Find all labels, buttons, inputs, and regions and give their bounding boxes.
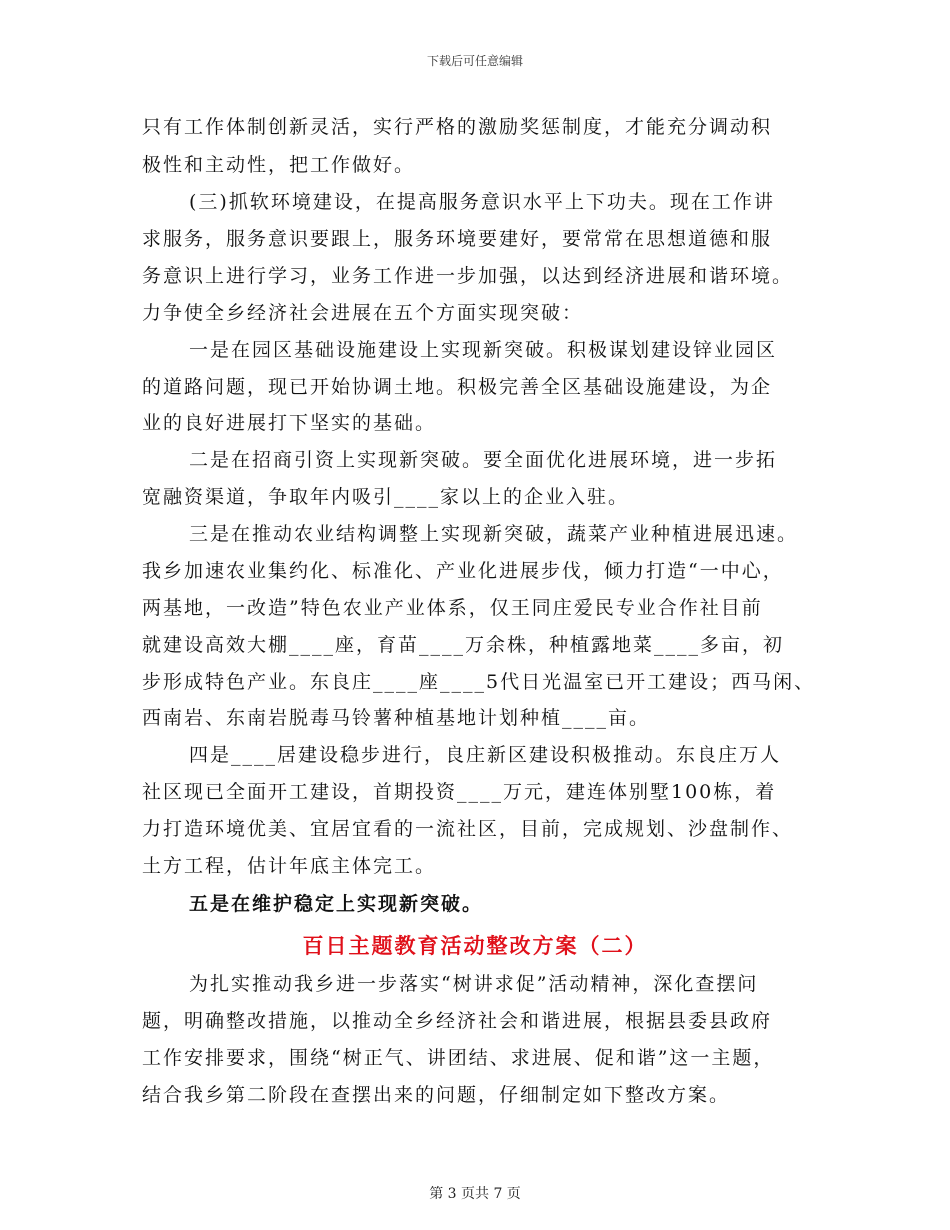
body-line: 只有工作体制创新灵活，实行严格的激励奖惩制度，才能充分调动积 [142,116,773,138]
body-line: 业的良好进展打下坚实的基础。 [142,412,437,434]
body-line: 极性和主动性，把工作做好。 [142,154,416,176]
body-line: 社区现已全面开工建设，首期投资____万元，建连体别墅100栋，着 [142,781,777,803]
body-line: (三)抓软环境建设，在提高服务意识水平上下功夫。现在工作讲 [189,191,775,213]
body-line: 就建设高效大棚____座，育苗____万余株，种植露地菜____多亩，初 [142,634,785,656]
body-line: 题，明确整改措施，以推动全乡经济社会和谐进展，根据县委县政府 [142,1010,773,1032]
body-line: 求服务，服务意识要跟上，服务环境要建好，要常常在思想道德和服 [142,228,773,250]
body-line: 宽融资渠道，争取年内吸引____家以上的企业入驻。 [142,486,630,508]
body-line: 四是____居建设稳步进行，良庄新区建设积极推动。东良庄万人 [189,744,782,766]
body-line: 的道路问题，现已开始协调土地。积极完善全区基础设施建设，为企 [142,376,773,398]
body-line: 工作安排要求，围绕“树正气、讲团结、求进展、促和谐”这一主题， [142,1047,775,1069]
body-line: 一是在园区基础设施建设上实现新突破。积极谋划建设锌业园区 [189,339,778,361]
body-line: 西南岩、东南岩脱毒马铃薯种植基地计划种植____亩。 [142,707,651,729]
body-line: 土方工程，估计年底主体完工。 [142,855,437,877]
body-line: 力争使全乡经济社会进展在五个方面实现突破： [142,302,584,324]
body-line: 我乡加速农业集约化、标准化、产业化进展步伐，倾力打造“一中心， [142,560,784,582]
section-title: 百日主题教育活动整改方案（二） [302,933,648,958]
body-line: 二是在招商引资上实现新突破。要全面优化进展环境，进一步拓 [189,449,778,471]
page-footer: 第 3 页共 7 页 [429,1186,521,1202]
body-line: 力打造环境优美、宜居宜看的一流社区，目前，完成规划、沙盘制作、 [142,818,794,840]
page-header: 下载后可任意编辑 [426,54,523,68]
body-line: 为扎实推动我乡进一步落实“树讲求促”活动精神，深化查摆问 [189,973,759,995]
body-line: 两基地，一改造”特色农业产业体系，仅王同庄爱民专业合作社目前 [142,597,763,619]
body-line: 三是在推动农业结构调整上实现新突破，蔬菜产业种植进展迅速。 [189,523,799,545]
body-line: 务意识上进行学习，业务工作进一步加强，以达到经济进展和谐环境。 [142,265,794,287]
body-line: 步形成特色产业。东良庄____座____5代日光温室已开工建设；西马闲、 [142,671,816,693]
body-line-bold: 五是在维护稳定上实现新突破。 [189,893,484,915]
body-line: 结合我乡第二阶段在查摆出来的问题，仔细制定如下整改方案。 [142,1084,731,1106]
